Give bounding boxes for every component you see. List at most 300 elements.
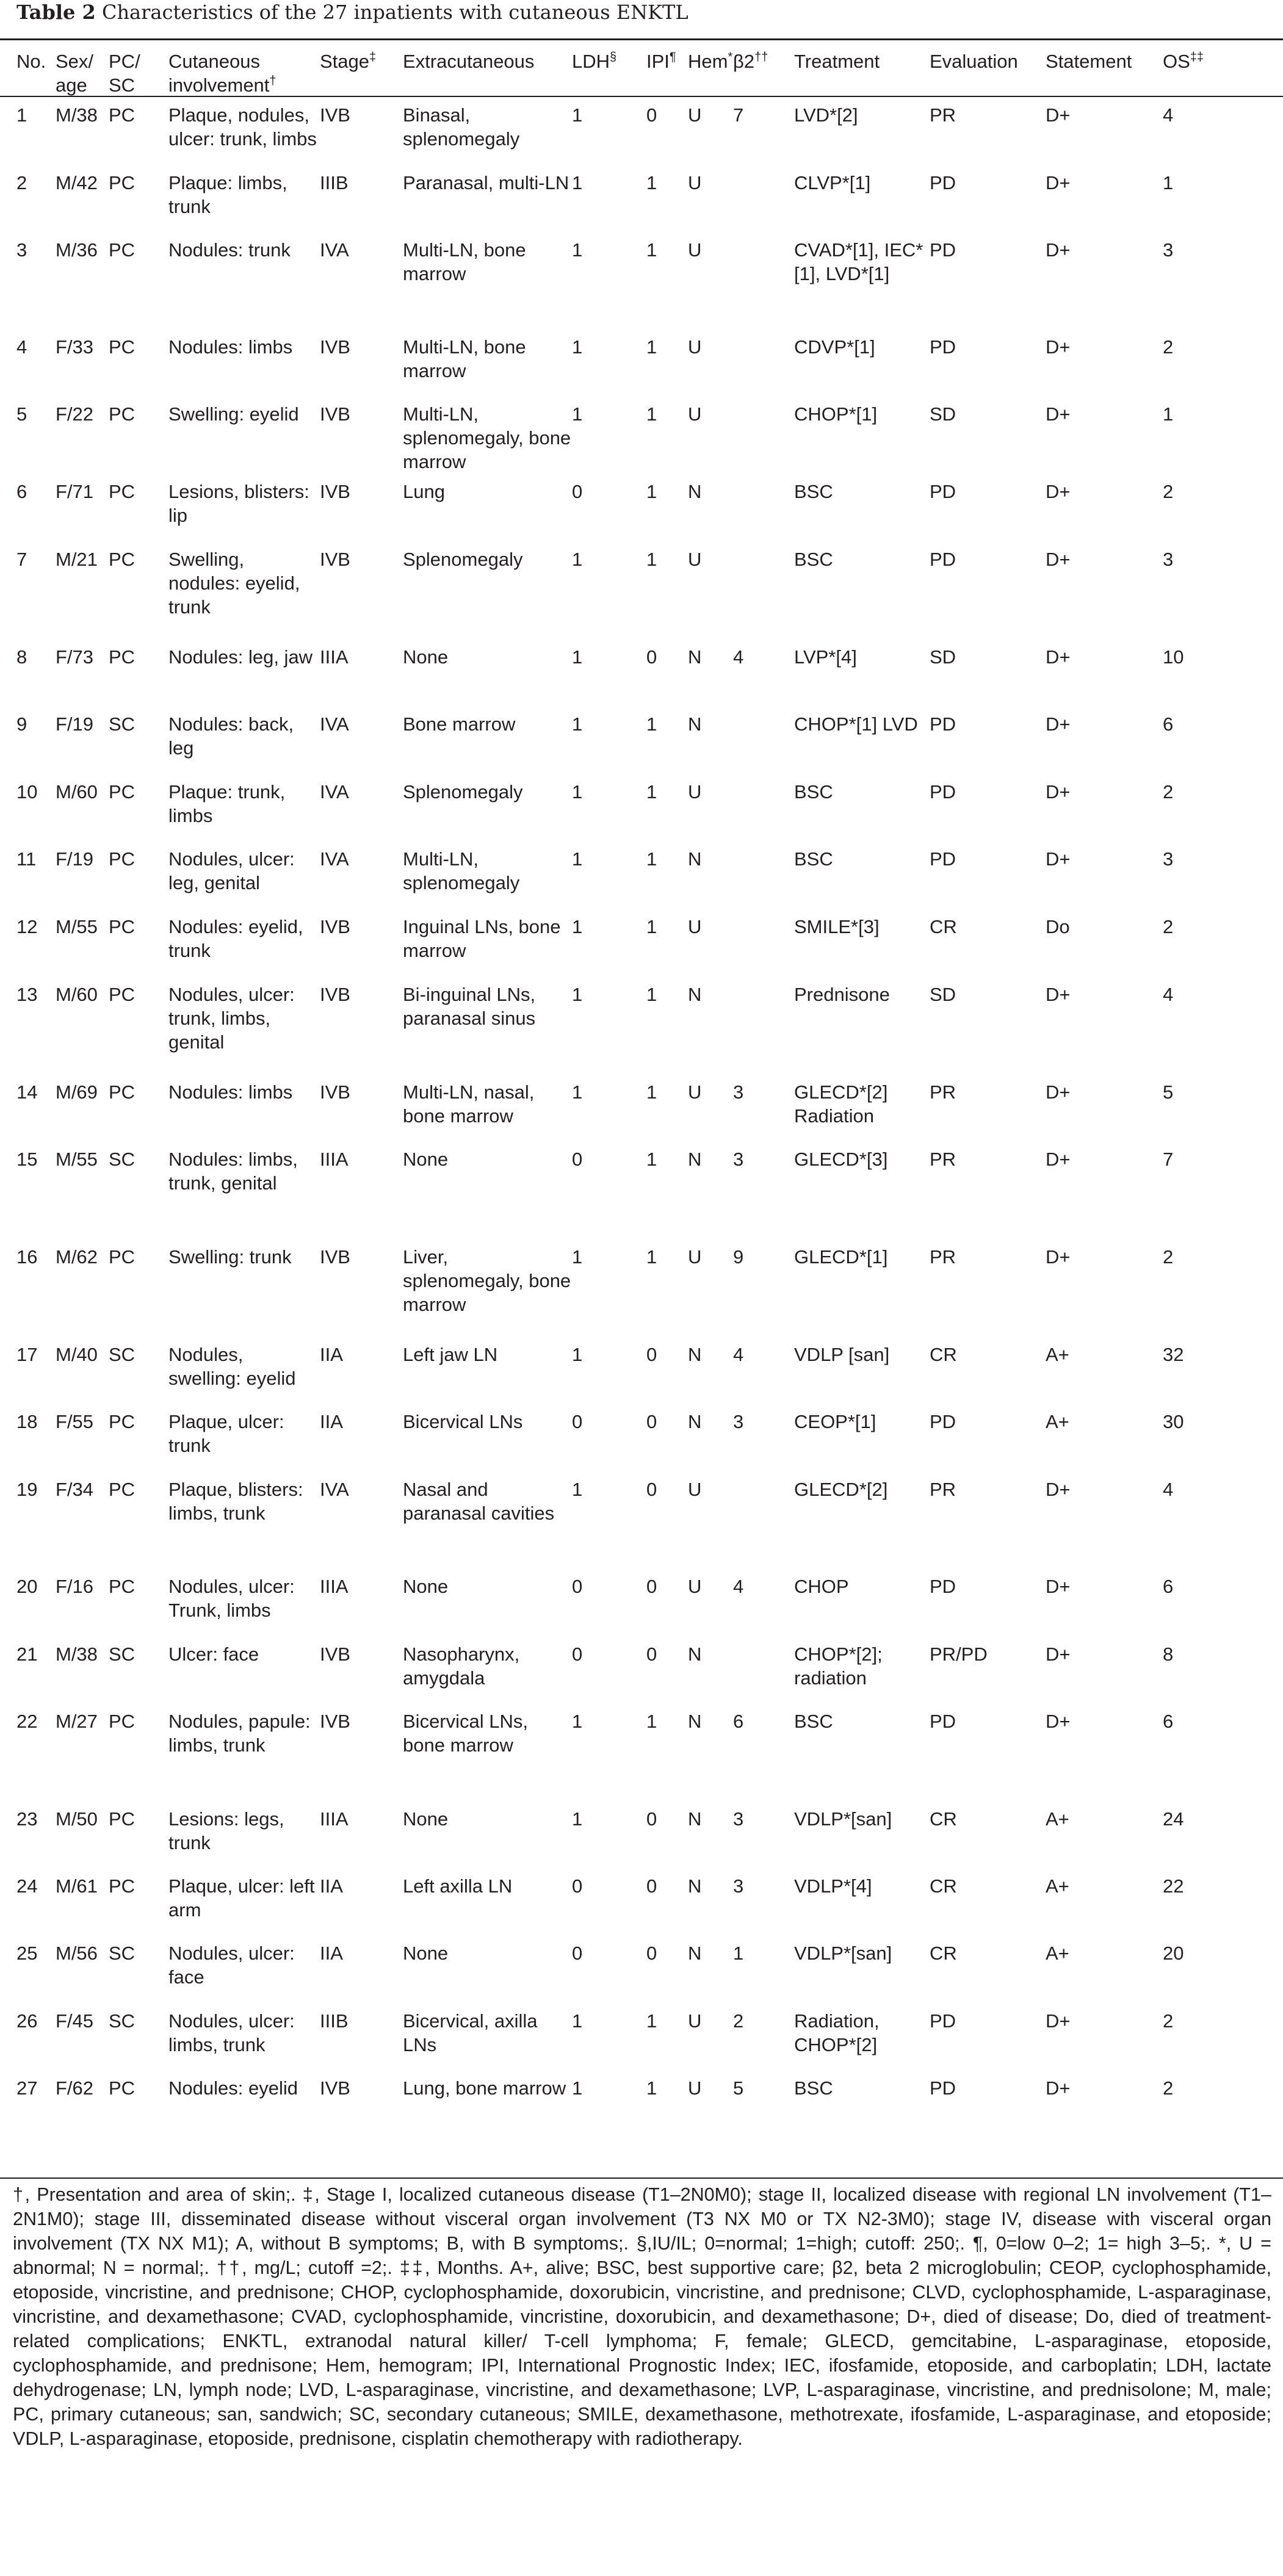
column-header-label: PC/ SC (109, 51, 140, 96)
table-cell: PD (930, 1711, 956, 1732)
table-cell: PD (930, 1576, 956, 1597)
table-cell: Nodules: eyelid, trunk (168, 916, 303, 961)
column-header (168, 41, 320, 97)
table-cell: 3 (1163, 549, 1174, 570)
table-cell: 1 (572, 104, 583, 126)
table-cell: PC (109, 848, 136, 870)
table-cell: Lesions: legs, trunk (168, 1808, 284, 1853)
table-cell: U (688, 1081, 702, 1103)
table-cell: D+ (1046, 1246, 1071, 1268)
table-row (0, 1935, 1283, 2003)
table-cell: CR (930, 1808, 957, 1830)
table-cell: IIA (320, 1875, 343, 1897)
table-cell: D+ (1046, 549, 1071, 570)
table-cell: D+ (1046, 1643, 1071, 1665)
table-cell: 0 (646, 1411, 657, 1432)
table-row (0, 2003, 1283, 2070)
table-cell: 3 (733, 1411, 744, 1432)
column-header (403, 41, 572, 97)
table-cell: 1 (1163, 403, 1174, 425)
table-cell: Plaque, blisters: limbs, trunk (168, 1479, 303, 1524)
table-cell: SC (109, 1643, 136, 1665)
column-header (109, 41, 168, 97)
table-row (0, 774, 1283, 841)
column-header (0, 41, 56, 97)
characteristics-table (0, 41, 1283, 2140)
column-header-footnote-mark: * (728, 50, 733, 64)
table-cell: Plaque, nodules, ulcer: trunk, limbs (168, 104, 317, 150)
column-header (688, 41, 733, 97)
table-cell: 1 (572, 984, 583, 1005)
table-cell: PD (930, 172, 956, 193)
table-cell: Bicervical, axilla LNs (403, 2010, 538, 2055)
table-cell: 1 (646, 336, 657, 358)
table-cell: 1 (646, 1081, 657, 1103)
table-cell: PR (930, 1246, 956, 1268)
table-cell: PC (109, 481, 136, 502)
table-cell: 1 (646, 848, 657, 870)
column-header-label: Cutaneous involvement (168, 51, 270, 96)
table-cell: 0 (646, 1643, 657, 1665)
column-header-footnote-mark: ¶ (669, 50, 676, 64)
table-cell: Multi-LN, splenomegaly, bone marrow (403, 403, 571, 472)
table-cell: IIA (320, 1411, 343, 1432)
table-cell: 0 (646, 646, 657, 668)
table-cell: N (688, 1411, 702, 1432)
table-cell: Nodules: trunk (168, 239, 291, 261)
table-cell: 1 (646, 1246, 657, 1268)
table-cell: Bicervical LNs (403, 1411, 523, 1432)
table-row (0, 541, 1283, 639)
column-header-footnote-mark: § (610, 50, 617, 64)
table-cell: VDLP*[san] (794, 1808, 892, 1830)
table-cell: 21 (16, 1643, 38, 1665)
table-cell: N (688, 481, 702, 502)
table-cell: Nodules, swelling: eyelid (168, 1344, 296, 1389)
table-cell: 6 (1163, 1711, 1174, 1732)
table-cell: 1 (646, 916, 657, 937)
table-cell: M/69 (56, 1081, 98, 1103)
table-cell: 7 (16, 549, 27, 570)
table-cell: IVB (320, 1711, 350, 1732)
table-cell: 4 (1163, 1479, 1174, 1500)
table-cell: SC (109, 1149, 136, 1170)
table-cell: 10 (1163, 646, 1184, 668)
table-cell: PD (930, 2077, 956, 2099)
table-cell: M/42 (56, 172, 98, 193)
table-cell: 8 (1163, 1643, 1174, 1665)
table-cell: None (403, 1149, 449, 1170)
table-cell: D+ (1046, 481, 1071, 502)
table-cell: 1 (646, 713, 657, 735)
table-cell: U (688, 549, 702, 570)
table-cell: 1 (572, 549, 583, 570)
table-cell: 0 (572, 1643, 583, 1665)
table-cell: Multi-LN, nasal, bone marrow (403, 1081, 535, 1127)
table-cell: 1 (572, 2077, 583, 2099)
table-cell: 20 (1163, 1943, 1184, 1964)
table-cell: GLECD*[1] (794, 1246, 888, 1268)
header-row (0, 41, 1283, 97)
table-cell: Plaque, ulcer: left arm (168, 1875, 315, 1921)
table-cell: PC (109, 239, 136, 261)
table-cell: Nodules: limbs (168, 1081, 293, 1103)
table-cell: VDLP [san] (794, 1344, 890, 1365)
table-cell: PC (109, 1479, 136, 1500)
table-row (0, 841, 1283, 909)
table-row (0, 165, 1283, 232)
table-cell: CVAD*[1], IEC*[1], LVD*[1] (794, 239, 923, 284)
table-cell: D+ (1046, 104, 1071, 126)
table-cell: Splenomegaly (403, 549, 523, 570)
table-cell: 2 (1163, 481, 1174, 502)
table-row (0, 976, 1283, 1074)
table-cell: IVB (320, 1081, 350, 1103)
table-cell: M/61 (56, 1875, 98, 1897)
table-cell: F/22 (56, 403, 94, 425)
table-cell: GLECD*[2] Radiation (794, 1081, 888, 1127)
table-cell: 22 (1163, 1875, 1184, 1897)
table-cell: Ulcer: face (168, 1643, 259, 1665)
table-cell: 1 (572, 848, 583, 870)
table-cell (733, 165, 794, 232)
table-cell: F/45 (56, 2010, 94, 2032)
table-cell: PC (109, 1711, 136, 1732)
table-cell: 0 (646, 1943, 657, 1964)
column-header-label: Hem (688, 51, 728, 72)
table-cell: PD (930, 481, 956, 502)
table-cell: Lung, bone marrow (403, 2077, 566, 2099)
table-cell: 1 (646, 781, 657, 803)
table-cell: Nodules, ulcer: trunk, limbs, genital (168, 984, 295, 1053)
table-cell: 14 (16, 1081, 38, 1103)
column-header-label: No. (16, 51, 46, 72)
table-cell: PC (109, 104, 136, 126)
table-cell: Splenomegaly (403, 781, 523, 803)
table-cell: 2 (1163, 916, 1174, 937)
column-header-label: β2 (733, 51, 755, 72)
table-cell: 1 (572, 1808, 583, 1830)
table-row (0, 232, 1283, 329)
table-row (0, 1337, 1283, 1404)
table-cell: M/55 (56, 1149, 98, 1170)
column-header-footnote-mark: † (269, 74, 276, 88)
table-cell: 3 (733, 1875, 744, 1897)
table-cell (733, 329, 794, 396)
table-cell: IVA (320, 1479, 349, 1500)
table-cell: Plaque, ulcer: trunk (168, 1411, 284, 1456)
table-cell: Radiation, CHOP*[2] (794, 2010, 880, 2055)
table-cell: SC (109, 1943, 136, 1964)
table-cell: SC (109, 1344, 136, 1365)
table-cell: IVB (320, 403, 350, 425)
table-cell: 0 (572, 1576, 583, 1597)
table-cell: PC (109, 2077, 136, 2099)
column-header (930, 41, 1046, 97)
table-cell: U (688, 1479, 702, 1500)
table-cell: 19 (16, 1479, 38, 1500)
column-header (56, 41, 109, 97)
table-cell: CR (930, 916, 957, 937)
table-cell: 1 (646, 2077, 657, 2099)
table-cell: Do (1046, 916, 1070, 937)
column-header-label: Statement (1046, 51, 1132, 72)
table-cell: N (688, 1875, 702, 1897)
table-cell: IIIA (320, 1808, 349, 1830)
table-cell: N (688, 646, 702, 668)
table-cell: Lung (403, 481, 445, 502)
table-cell: Liver, splenomegaly, bone marrow (403, 1246, 571, 1315)
table-cell: D+ (1046, 172, 1071, 193)
table-cell (733, 541, 794, 639)
table-cell: D+ (1046, 2077, 1071, 2099)
table-row (0, 1141, 1283, 1239)
table-cell: 1 (572, 916, 583, 937)
table-cell: PD (930, 336, 956, 358)
table-cell: 18 (16, 1411, 38, 1432)
table-cell: 32 (1163, 1344, 1184, 1365)
table-cell: CHOP*[1] (794, 403, 878, 425)
table-cell: Prednisone (794, 984, 890, 1005)
table-cell: 4 (733, 1576, 744, 1597)
table-cell: 1 (572, 239, 583, 261)
table-cell: 8 (16, 646, 27, 668)
table-cell: M/38 (56, 104, 98, 126)
table-cell: M/50 (56, 1808, 98, 1830)
table-cell: 22 (16, 1711, 38, 1732)
table-cell: PC (109, 984, 136, 1005)
table-cell: M/56 (56, 1943, 98, 1964)
table-cell: SD (930, 403, 956, 425)
table-cell: N (688, 984, 702, 1005)
table-cell: 7 (1163, 1149, 1174, 1170)
table-cell: 1 (572, 781, 583, 803)
table-row (0, 396, 1283, 474)
table-cell: 2 (1163, 1246, 1174, 1268)
table-cell: 9 (16, 713, 27, 735)
table-cell: 1 (572, 403, 583, 425)
table-cell: SD (930, 984, 956, 1005)
table-cell: 10 (16, 781, 38, 803)
table-cell: D+ (1046, 713, 1071, 735)
table-cell (733, 474, 794, 541)
table-cell: 1 (646, 984, 657, 1005)
table-cell: D+ (1046, 1081, 1071, 1103)
table-cell: IIIB (320, 2010, 349, 2032)
table-cell: BSC (794, 481, 833, 502)
table-cell: Left jaw LN (403, 1344, 498, 1365)
table-cell: 2 (733, 2010, 744, 2032)
table-cell: 0 (646, 1808, 657, 1830)
table-row (0, 1471, 1283, 1568)
table-cell: IIIA (320, 1576, 349, 1597)
table-cell (733, 1471, 794, 1568)
table-cell: 3 (16, 239, 27, 261)
table-cell: 1 (646, 403, 657, 425)
table-cell: U (688, 172, 702, 193)
table-cell: 3 (733, 1808, 744, 1830)
table-cell: None (403, 1808, 449, 1830)
table-cell: 20 (16, 1576, 38, 1597)
table-cell: PC (109, 403, 136, 425)
column-header-footnote-mark: ‡ (369, 50, 377, 64)
table-cell: LVP*[4] (794, 646, 857, 668)
table-cell: Inguinal LNs, bone marrow (403, 916, 561, 961)
column-header (733, 41, 794, 97)
table-footnotes: †, Presentation and area of skin;. ‡, Stage I, localized cutaneous disease (T1–2N0M0); stage II, localized disease with regional LN involvement (T1–2N1M0); stage III, disseminated disease without visceral organ involvement (T3 NX M0 or TX N2-3M0); stage IV, disease with visceral organ involvement (TX NX M1); A, without B symptoms; B, with B symptoms;. §,IU/IL; 0=normal; 1=high; cutoff: 250;. ¶, 0=low 0–2; 1= high 3–5;. *, U = abnormal; N = normal;. ††, mg/L; cutoff =2;. ‡‡, Months. A+, alive; BSC, best supportive care; β2, beta 2 microglobulin; CEOP, cyclophosphamide, etoposide, vincristine, and prednisone; CHOP, cyclophosphamide, doxorubicin, vincristine, and prednisone; CLVD, cyclophosphamide, L-asparaginase, vincristine, and dexamethasone; CVAD, cyclophosphamide, vincristine, doxorubicin, and dexamethasone; D+, died of disease; Do, died of treatment-related complications; ENKTL, extranodal natural killer/ T-cell lymphoma; F, female; GLECD, gemcitabine, L-asparaginase, etoposide, cyclophosphamide, and prednisone; Hem, hemogram; IPI, International Prognostic Index; IEC, ifosfamide, etoposide, and carboplatin; LDH, lactate dehydrogenase; LN, lymph node; LVD, L-asparaginase, vincristine, and dexamethasone; LVP, L-asparaginase, vincristine, and prednisolone; M, male; PC, primary cutaneous; san, sandwich; SC, secondary cutaneous; SMILE, dexamethasone, methotrexate, ifosfamide, L-asparaginase, and etoposide; VDLP, L-asparaginase, etoposide, prednisone, cisplatin chemotherapy with radiotherapy. (13, 2184, 1271, 2449)
table-cell: 17 (16, 1344, 38, 1365)
table-cell: CLVP*[1] (794, 172, 871, 193)
table-cell: F/16 (56, 1576, 94, 1597)
table-cell: F/33 (56, 336, 94, 358)
table-cell: 1 (572, 646, 583, 668)
table-cell: 3 (1163, 239, 1174, 261)
table-cell: PD (930, 713, 956, 735)
table-row (0, 909, 1283, 976)
table-cell: D+ (1046, 848, 1071, 870)
table-cell: 1 (646, 1149, 657, 1170)
table-cell: Nodules, ulcer: face (168, 1943, 295, 1988)
table-cell: D+ (1046, 1479, 1071, 1500)
table-cell: IVA (320, 848, 349, 870)
table-cell: CDVP*[1] (794, 336, 875, 358)
table-cell: PC (109, 1576, 136, 1597)
table-cell: 6 (733, 1711, 744, 1732)
table-cell: 6 (16, 481, 27, 502)
table-cell: 5 (1163, 1081, 1174, 1103)
table-cell: N (688, 1643, 702, 1665)
table-cell: Nodules: limbs (168, 336, 293, 358)
column-header-footnote-mark: †† (754, 50, 768, 64)
table-cell: PC (109, 1411, 136, 1432)
table-cell: Nodules, ulcer: limbs, trunk (168, 2010, 295, 2055)
table-cell: PD (930, 1411, 956, 1432)
table-cell: LVD*[2] (794, 104, 858, 126)
table-cell: VDLP*[4] (794, 1875, 872, 1897)
table-cell: BSC (794, 1711, 833, 1732)
column-header-label: LDH (572, 51, 610, 72)
table-cell: U (688, 1576, 702, 1597)
table-cell: M/60 (56, 781, 98, 803)
table-cell: A+ (1046, 1875, 1069, 1897)
table-cell: 4 (1163, 104, 1174, 126)
table-cell: 0 (572, 1943, 583, 1964)
table-cell: IVB (320, 336, 350, 358)
table-cell: 1 (646, 2010, 657, 2032)
table-cell: PC (109, 172, 136, 193)
table-cell: 2 (1163, 781, 1174, 803)
table-cell: F/19 (56, 713, 94, 735)
table-cell: IIIA (320, 1149, 349, 1170)
table-cell: IIIA (320, 646, 349, 668)
table-cell: Nasal and paranasal cavities (403, 1479, 555, 1524)
table-cell: U (688, 2010, 702, 2032)
table-row (0, 1404, 1283, 1471)
table-cell: D+ (1046, 336, 1071, 358)
table-cell: 0 (646, 1344, 657, 1365)
table-cell: PC (109, 549, 136, 570)
table-cell: F/55 (56, 1411, 94, 1432)
table-cell: IVA (320, 713, 349, 735)
table-cell: 1 (572, 1479, 583, 1500)
table-cell: GLECD*[2] (794, 1479, 888, 1500)
column-header (320, 41, 403, 97)
table-cell: GLECD*[3] (794, 1149, 888, 1170)
column-header (794, 41, 930, 97)
table-cell: Nodules: back, leg (168, 713, 294, 759)
table-cell: IVB (320, 1643, 350, 1665)
table-cell (733, 909, 794, 976)
table-cell: Binasal, splenomegaly (403, 104, 520, 150)
table-cell: Swelling, nodules: eyelid, trunk (168, 549, 300, 618)
table-cell: Plaque: limbs, trunk (168, 172, 287, 217)
table-cell: SC (109, 713, 136, 735)
table-cell: 24 (16, 1875, 38, 1897)
table-cell: M/55 (56, 916, 98, 937)
table-cell: IVB (320, 984, 350, 1005)
table-row (0, 1074, 1283, 1141)
column-header-label: Evaluation (930, 51, 1018, 72)
table-cell: U (688, 1246, 702, 1268)
table-cell: 1 (733, 1943, 744, 1964)
table-cell: 3 (733, 1081, 744, 1103)
table-cell: PC (109, 1081, 136, 1103)
table-cell: Bi-inguinal LNs, paranasal sinus (403, 984, 536, 1029)
column-header-footnote-mark: ‡‡ (1190, 50, 1204, 64)
table-cell: F/71 (56, 481, 94, 502)
table-cell: D+ (1046, 2010, 1071, 2032)
table-cell: D+ (1046, 1576, 1071, 1597)
column-header-label: Sex/ age (56, 51, 94, 96)
table-cell: 1 (572, 2010, 583, 2032)
table-cell: 1 (572, 172, 583, 193)
table-cell: Swelling: eyelid (168, 403, 299, 425)
table-cell: BSC (794, 2077, 833, 2099)
table-row (0, 329, 1283, 396)
table-cell: U (688, 403, 702, 425)
table-cell: 4 (16, 336, 27, 358)
table-cell: None (403, 1576, 449, 1597)
table-cell: SMILE*[3] (794, 916, 880, 937)
column-header-label: OS (1163, 51, 1190, 72)
table-cell: A+ (1046, 1808, 1069, 1830)
table-caption (16, 0, 688, 24)
table-cell: A+ (1046, 1943, 1069, 1964)
table-cell: N (688, 848, 702, 870)
table-cell: IIIB (320, 172, 349, 193)
table-cell: 0 (572, 1149, 583, 1170)
table-cell: PR/PD (930, 1643, 988, 1665)
table-cell: D+ (1046, 1711, 1071, 1732)
table-cell: PC (109, 1246, 136, 1268)
table-cell: CHOP*[1] LVD (794, 713, 918, 735)
table-cell: N (688, 713, 702, 735)
table-cell: 5 (16, 403, 27, 425)
table-cell: Nodules: eyelid (168, 2077, 298, 2099)
table-cell: 0 (646, 1479, 657, 1500)
column-header-label: Stage (320, 51, 370, 72)
table-row (0, 1568, 1283, 1636)
table-cell: U (688, 336, 702, 358)
table-cell (733, 396, 794, 474)
table-cell: PR (930, 1081, 956, 1103)
table-cell: 27 (16, 2077, 38, 2099)
table-cell: IVB (320, 2077, 350, 2099)
table-cell: 11 (16, 848, 37, 870)
table-cell: PR (930, 1149, 956, 1170)
bottom-rule (0, 2177, 1283, 2179)
table-cell: M/36 (56, 239, 98, 261)
